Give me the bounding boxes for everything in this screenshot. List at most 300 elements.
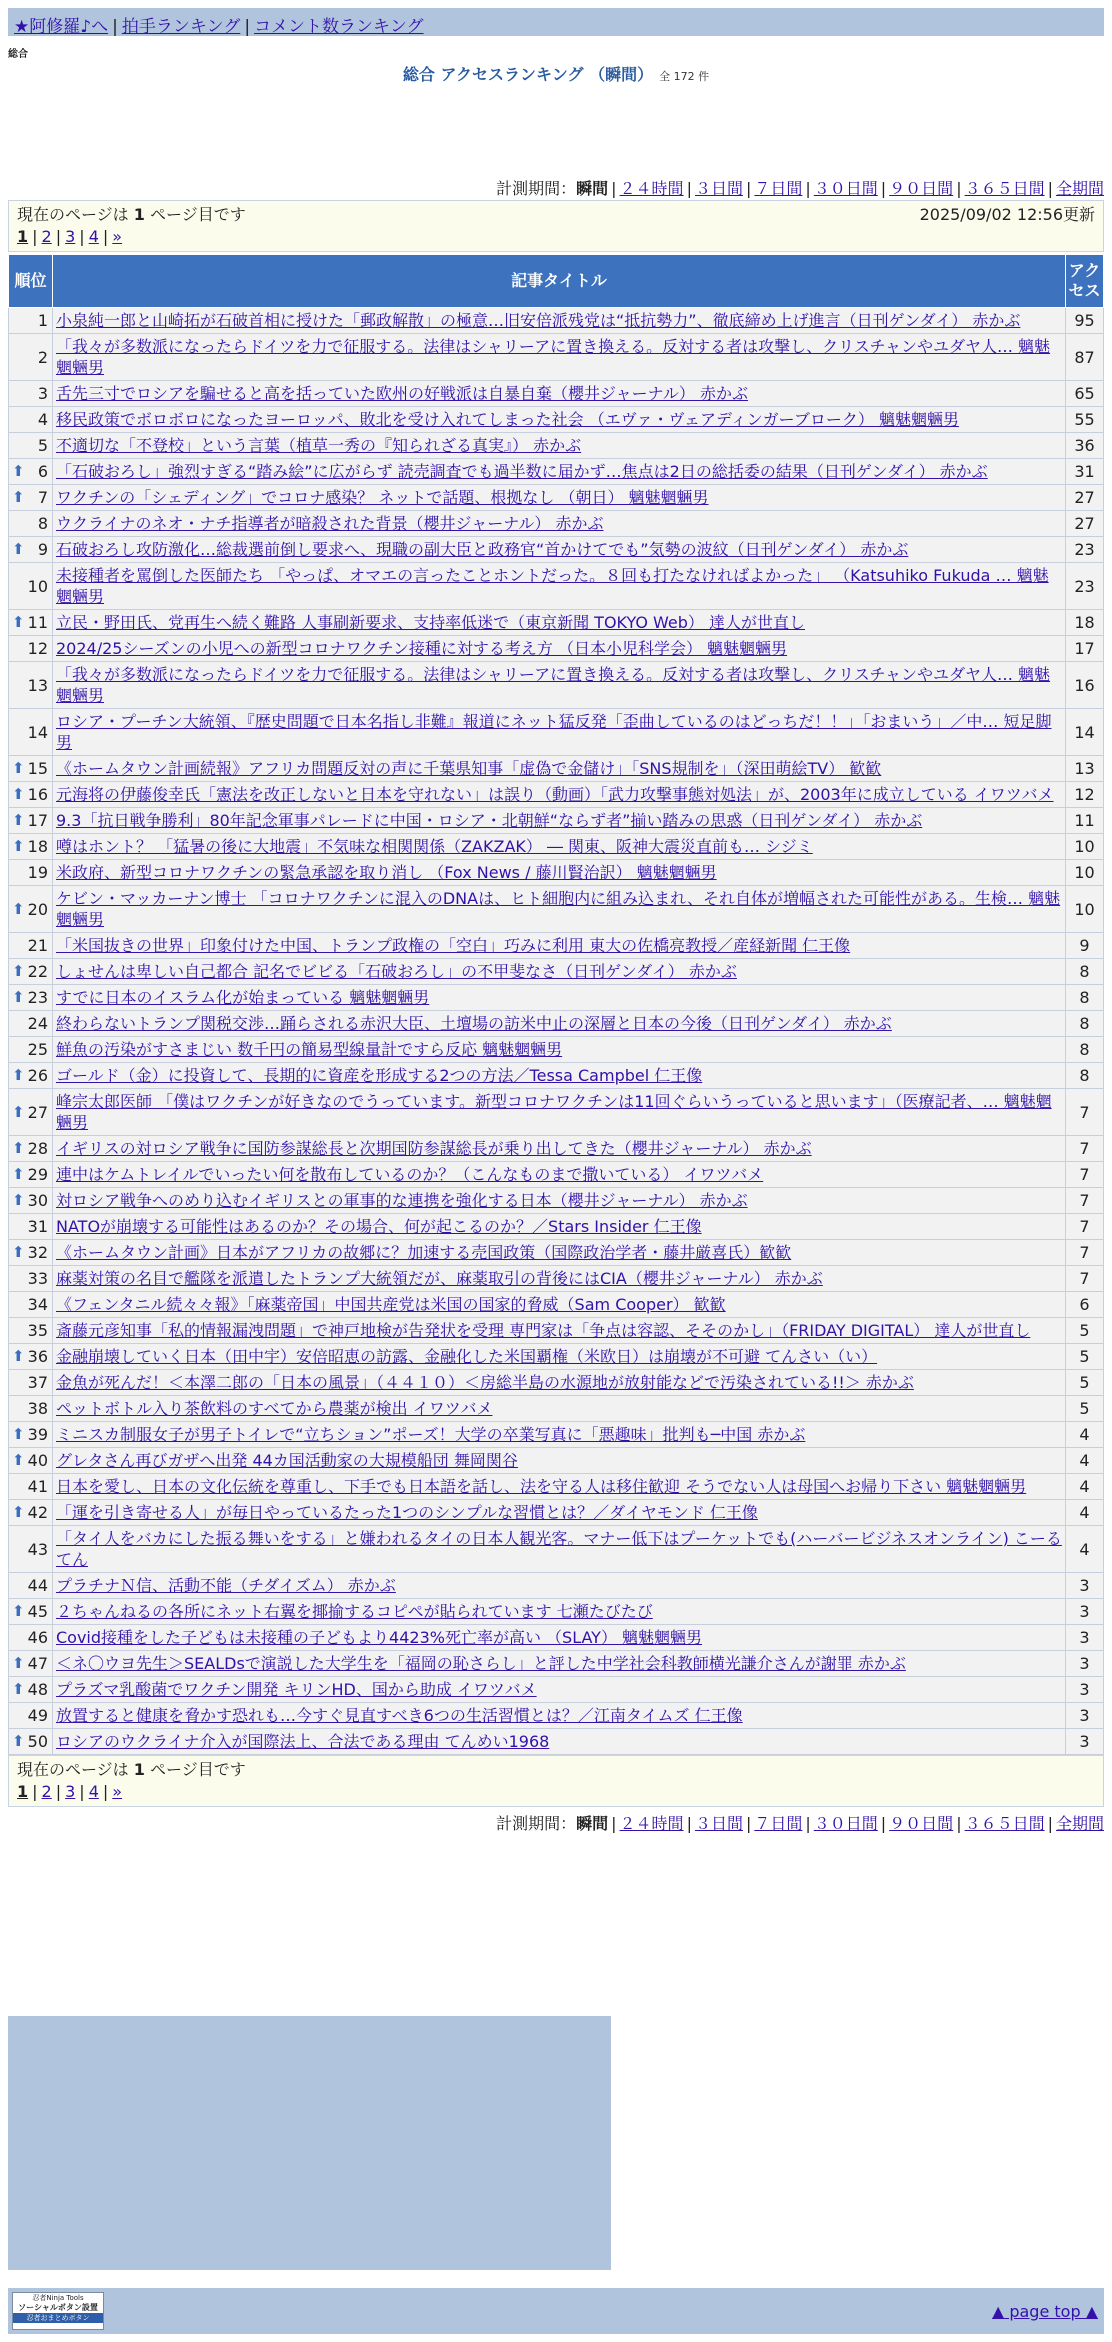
rank-number: 47: [27, 1654, 48, 1673]
access-header: アクセス: [1066, 255, 1104, 308]
page-top-link[interactable]: ▲ page top ▲: [991, 2302, 1098, 2321]
rank-cell: [9, 1677, 53, 1703]
rank-cell: [9, 308, 53, 334]
title-cell: [53, 1526, 1066, 1573]
title-cell: [53, 662, 1066, 709]
rank-cell: [9, 459, 53, 485]
ninja-top-text: 忍者Ninja Tools: [32, 2294, 84, 2302]
period-separator: |: [1047, 179, 1053, 198]
table-row: [9, 1162, 1104, 1188]
article-link[interactable]: 2024/25シーズンの小児への新型コロナワクチン接種に対する考え方 （日本小児科学会） 魑魅魍魎男: [56, 639, 788, 658]
title-cell: [53, 485, 1066, 511]
pager-separator: |: [32, 1782, 38, 1801]
article-link[interactable]: プラチナＮ信、活動不能（チダイズム） 赤かぶ: [56, 1576, 396, 1595]
title-cell: [53, 933, 1066, 959]
table-row: [9, 1651, 1104, 1677]
access-count: 27: [1066, 485, 1104, 511]
article-link[interactable]: 移民政策でボロボロになったヨーロッパ、敗北を受け入れてしまった社会 （エヴァ・ヴェアディンガーブローク） 魑魅魍魎男: [56, 410, 959, 429]
article-link[interactable]: 《ホームタウン計画》日本がアフリカの故郷に？加速する売国政策（国際政治学者・藤井厳喜氏）歓歓: [56, 1243, 792, 1262]
rank-number: 33: [27, 1269, 48, 1288]
rank-cell: [9, 1292, 53, 1318]
rank-number: 42: [27, 1503, 48, 1522]
table-row: [9, 1677, 1104, 1703]
article-link[interactable]: ゴールド（金）に投資して、長期的に資産を形成する2つの方法／Tessa Campbel 仁王像: [56, 1066, 703, 1085]
title-cell: [53, 860, 1066, 886]
title-cell: [53, 1474, 1066, 1500]
rank-cell: [9, 1448, 53, 1474]
rank-cell: [9, 1162, 53, 1188]
rank-cell: [9, 433, 53, 459]
title-cell: [53, 1729, 1066, 1755]
rank-cell: [9, 1344, 53, 1370]
rank-cell: [9, 1573, 53, 1599]
rank-cell: [9, 1188, 53, 1214]
table-row: [9, 537, 1104, 563]
table-row: [9, 1292, 1104, 1318]
rank-cell: [9, 959, 53, 985]
article-link[interactable]: すでに日本のイスラム化が始まっている 魑魅魍魎男: [56, 988, 430, 1007]
rank-number: 13: [27, 675, 48, 695]
rank-up-icon: ⬆: [12, 899, 25, 918]
title-text: 総合 アクセスランキング （瞬間）: [402, 65, 654, 84]
footer: [8, 2288, 1104, 2334]
period-option[interactable]: 全期間: [1055, 1814, 1104, 1833]
rank-number: 18: [27, 837, 48, 856]
table-row: [9, 636, 1104, 662]
rank-number: 26: [27, 1066, 48, 1085]
table-row: [9, 1573, 1104, 1599]
rank-up-icon: ⬆: [12, 1680, 25, 1698]
period-option[interactable]: ３６５日間: [964, 179, 1045, 198]
table-row: [9, 381, 1104, 407]
title-cell: [53, 1651, 1066, 1677]
rank-number: 44: [27, 1576, 48, 1595]
access-count: 10: [1066, 860, 1104, 886]
article-link[interactable]: ウクライナのネオ・ナチ指導者が暗殺された背景（櫻井ジャーナル） 赤かぶ: [56, 514, 604, 533]
rank-cell: [9, 610, 53, 636]
title-header: 記事タイトル: [53, 255, 1066, 308]
access-count: 5: [1066, 1318, 1104, 1344]
article-link[interactable]: 噂はホント？ 「猛暑の後に大地震」不気味な相関関係（ZAKZAK） ― 関東、阪神大震災直前も… シジミ: [56, 837, 813, 856]
article-link[interactable]: 終わらないトランプ関税交渉…踊らされる赤沢大臣、土壇場の訪米中止の深層と日本の今後（日刊ゲンダイ） 赤かぶ: [56, 1014, 892, 1033]
ninja-social-button[interactable]: [12, 2292, 104, 2330]
rank-number: 17: [27, 811, 48, 830]
rank-cell: [9, 1037, 53, 1063]
title-cell: [53, 1599, 1066, 1625]
article-link[interactable]: 不適切な「不登校」という言葉（植草一秀の『知られざる真実』） 赤かぶ: [56, 436, 582, 455]
rank-number: 31: [27, 1217, 48, 1236]
page-status: 現在のページは 1 ページ目です: [17, 1760, 246, 1779]
article-link[interactable]: 米政府、新型コロナワクチンの緊急承認を取り消し （Fox News / 藤川賢治訳） 魑魅魍魎男: [56, 863, 717, 882]
rank-cell: [9, 563, 53, 610]
title-cell: [53, 1188, 1066, 1214]
home-link[interactable]: ★阿修羅♪へ: [14, 17, 109, 37]
updated-time: 2025/09/02 12:56更新: [919, 205, 1095, 224]
table-row: [9, 709, 1104, 756]
title-cell: [53, 985, 1066, 1011]
title-cell: [53, 1240, 1066, 1266]
rank-up-icon: ⬆: [12, 1165, 25, 1183]
period-option[interactable]: 全期間: [1055, 179, 1104, 198]
rank-cell: [9, 1396, 53, 1422]
article-link[interactable]: 連中はケムトレイルでいったい何を散布しているのか？（こんなものまで撒いている） イワツバメ: [56, 1165, 764, 1184]
article-link[interactable]: 「米国抜きの世界」印象付けた中国、トランプ政権の「空白」巧みに利用 東大の佐橋亮教授／産経新聞 仁王像: [56, 936, 851, 955]
article-link[interactable]: 舌先三寸でロシアを騙せると高を括っていた欧州の好戦派は自暴自棄（櫻井ジャーナル） 赤かぶ: [56, 384, 748, 403]
clap-ranking-link[interactable]: 拍手ランキング: [121, 17, 241, 37]
article-link[interactable]: 9.3「抗日戦争勝利」80年記念軍事パレードに中国・ロシア・北朝鮮“ならず者”揃い踏みの思惑（日刊ゲンダイ） 赤かぶ: [56, 811, 923, 830]
pager-page[interactable]: 3: [65, 227, 76, 246]
title-cell: [53, 1011, 1066, 1037]
rank-up-icon: ⬆: [12, 488, 25, 506]
article-link[interactable]: ワクチンの「シェディング」でコロナ感染？ ネットで話題、根拠なし （朝日） 魑魅魍魎男: [56, 488, 709, 507]
article-link[interactable]: 「タイ人をバカにした振る舞いをする」と嫌われるタイの日本人観光客。マナー低下はプーケットでも(ハーバービジネスオンライン) こーるてん: [56, 1529, 1062, 1569]
rank-number: 34: [27, 1295, 48, 1314]
access-count: 7: [1066, 1214, 1104, 1240]
table-row: [9, 1625, 1104, 1651]
rank-cell: [9, 1214, 53, 1240]
access-count: 11: [1066, 808, 1104, 834]
rank-cell: [9, 1266, 53, 1292]
period-label: 計測期間：: [496, 179, 577, 198]
rank-up-icon: ⬆: [12, 1602, 25, 1620]
pager-page[interactable]: 4: [88, 227, 99, 246]
rank-cell: [9, 782, 53, 808]
period-separator: |: [805, 179, 811, 198]
table-row: [9, 1011, 1104, 1037]
table-row: [9, 1240, 1104, 1266]
title-cell: [53, 563, 1066, 610]
period-option: 瞬間: [576, 179, 609, 198]
pager-page[interactable]: 4: [88, 1782, 99, 1801]
access-count: 27: [1066, 511, 1104, 537]
rank-cell: [9, 334, 53, 381]
table-row: [9, 1188, 1104, 1214]
article-link[interactable]: 金融崩壊していく日本（田中宇）安倍昭恵の訪露、金融化した米国覇権（米欧日）は崩壊が不可避 てんさい（い）: [56, 1347, 878, 1366]
rank-cell: [9, 1136, 53, 1162]
rank-cell: [9, 1370, 53, 1396]
article-link[interactable]: 日本を愛し、日本の文化伝統を尊重し、下手でも日本語を話し、法を守る人は移住歓迎 そうでない人は母国へお帰り下さい 魑魅魍魎男: [56, 1477, 1027, 1496]
title-cell: [53, 1089, 1066, 1136]
rank-number: 1: [37, 311, 48, 330]
rank-number: 3: [37, 384, 48, 403]
pager-page[interactable]: 2: [41, 227, 52, 246]
table-row: [9, 1396, 1104, 1422]
table-row: [9, 933, 1104, 959]
access-count: 3: [1066, 1729, 1104, 1755]
article-link[interactable]: ケビン・マッカーナン博士 「コロナワクチンに混入のDNAは、ヒト細胞内に組み込まれ、それ自体が増幅された可能性がある。生検… 魑魅魍魎男: [56, 889, 1061, 929]
title-cell: [53, 1448, 1066, 1474]
rank-number: 46: [27, 1628, 48, 1647]
access-count: 7: [1066, 1240, 1104, 1266]
rank-cell: [9, 636, 53, 662]
pager-separator: |: [55, 1782, 62, 1801]
title-cell: [53, 959, 1066, 985]
period-selector-top: [496, 176, 1104, 199]
rank-up-icon: ⬆: [12, 1451, 25, 1469]
article-link[interactable]: 斎藤元彦知事「私的情報漏洩問題」で神戸地検が告発状を受理 専門家は「争点は容認、そそのかし」（FRIDAY DIGITAL） 達人が世直し: [56, 1321, 1031, 1340]
rank-up-icon: ⬆: [12, 1732, 25, 1750]
rank-number: 25: [27, 1040, 48, 1059]
article-link[interactable]: 「我々が多数派になったらドイツを力で征服する。法律はシャリーアに置き換える。反対する者は攻撃し、クリスチャンやユダヤ人… 魑魅魍魎男: [56, 337, 1051, 377]
rank-number: 24: [27, 1014, 48, 1033]
article-link[interactable]: 峰宗太郎医師 「僕はワクチンが好きなのでうっています。新型コロナワクチンは11回ぐらいうっていると思います」（医療記者、… 魑魅魍魎男: [56, 1092, 1052, 1132]
access-count: 6: [1066, 1292, 1104, 1318]
article-link[interactable]: しょせんは卑しい自己都合 記名でビビる「石破おろし」の不甲斐なさ（日刊ゲンダイ） 赤かぶ: [56, 962, 737, 981]
period-option[interactable]: ９０日間: [889, 1814, 954, 1833]
table-row: [9, 1500, 1104, 1526]
access-count: 3: [1066, 1677, 1104, 1703]
period-option[interactable]: ２４時間: [619, 179, 684, 198]
rank-number: 36: [27, 1347, 48, 1366]
article-link[interactable]: 《ホームタウン計画続報》アフリカ問題反対の声に千葉県知事「虚偽で金儲け」「SNS規制を」（深田萌絵TV） 歓歓: [56, 759, 882, 778]
rank-cell: [9, 1651, 53, 1677]
access-count: 5: [1066, 1344, 1104, 1370]
rank-cell: [9, 834, 53, 860]
table-row: [9, 860, 1104, 886]
rank-cell: [9, 1089, 53, 1136]
table-row: [9, 1729, 1104, 1755]
rank-number: 6: [37, 462, 48, 481]
access-count: 16: [1066, 662, 1104, 709]
article-link[interactable]: グレタさん再びガザへ出発 44カ国活動家の大規模船団 舞岡関谷: [56, 1451, 518, 1470]
pager-next[interactable]: »: [112, 227, 123, 246]
article-link[interactable]: 「我々が多数派になったらドイツを力で征服する。法律はシャリーアに置き換える。反対する者は攻撃し、クリスチャンやユダヤ人… 魑魅魍魎男: [56, 665, 1051, 705]
table-row: [9, 1318, 1104, 1344]
article-link[interactable]: 未接種者を罵倒した医師たち 「やっぱ、オマエの言ったことホントだった。８回も打たなければよかった」 （Katsuhiko Fukuda … 魑魅魍魎男: [56, 566, 1049, 606]
access-count: 4: [1066, 1526, 1104, 1573]
rank-cell: [9, 407, 53, 433]
article-link[interactable]: ペットボトル入り茶飲料のすべてから農薬が検出 イワツバメ: [56, 1399, 493, 1418]
rank-number: 19: [27, 863, 48, 882]
title-cell: [53, 381, 1066, 407]
rank-number: 49: [27, 1706, 48, 1725]
table-row: [9, 407, 1104, 433]
table-row: [9, 756, 1104, 782]
article-link[interactable]: 立民・野田氏、党再生へ続く難路 人事刷新要求、支持率低迷で（東京新聞 TOKYO Web） 達人が世直し: [56, 613, 806, 632]
title-cell: [53, 1037, 1066, 1063]
ad-placeholder: [8, 2016, 611, 2270]
period-label: 計測期間：: [496, 1814, 577, 1833]
article-link[interactable]: 「運を引き寄せる人」が毎日やっているたった1つのシンプルな習慣とは？／ダイヤモンド 仁王像: [56, 1503, 758, 1522]
rank-number: 21: [27, 936, 48, 955]
rank-up-icon: ⬆: [12, 1654, 25, 1672]
article-link[interactable]: 小泉純一郎と山崎拓が石破首相に授けた「郵政解散」の極意…旧安倍派残党は“抵抗勢力”、徹底締め上げ進言（日刊ゲンダイ） 赤かぶ: [56, 311, 1021, 330]
table-row: [9, 511, 1104, 537]
rank-number: 11: [27, 613, 48, 632]
article-link[interactable]: 金魚が死んだ！＜本澤二郎の「日本の風景」（４４１０）＜房総半島の水源地が放射能などで汚染されている!!＞ 赤かぶ: [56, 1373, 914, 1392]
rank-number: 5: [37, 436, 48, 455]
article-link[interactable]: イギリスの対ロシア戦争に国防参謀総長と次期国防参謀総長が乗り出してきた（櫻井ジャーナル） 赤かぶ: [56, 1139, 812, 1158]
table-row: [9, 1526, 1104, 1573]
ninja-mid-text: ソーシャルボタン設置: [18, 2303, 98, 2312]
article-link[interactable]: 元海将の伊藤俊幸氏「憲法を改正しないと日本を守れない」は誤り（動画）「武力攻撃事態対処法」が、2003年に成立している イワツバメ: [56, 785, 1054, 804]
article-link[interactable]: ２ちゃんねるの各所にネット右翼を揶揄するコピペが貼られています 七瀬たびたび: [56, 1602, 653, 1621]
title-cell: [53, 1162, 1066, 1188]
rank-up-icon: ⬆: [12, 1503, 25, 1521]
period-option[interactable]: ７日間: [754, 1814, 803, 1833]
title-cell: [53, 834, 1066, 860]
rank-cell: [9, 709, 53, 756]
period-option[interactable]: ２４時間: [619, 1814, 684, 1833]
period-separator: |: [805, 1814, 811, 1833]
period-option: 瞬間: [576, 1814, 609, 1833]
rank-cell: [9, 985, 53, 1011]
article-link[interactable]: 麻薬対策の名目で艦隊を派遣したトランプ大統領だが、麻薬取引の背後にはCIA（櫻井ジャーナル） 赤かぶ: [56, 1269, 823, 1288]
table-row: [9, 1214, 1104, 1240]
access-count: 8: [1066, 1037, 1104, 1063]
access-count: 3: [1066, 1599, 1104, 1625]
page-status-top: [8, 200, 1104, 252]
access-count: 7: [1066, 1266, 1104, 1292]
article-link[interactable]: ロシアのウクライナ介入が国際法上、合法である理由 てんめい1968: [56, 1732, 550, 1751]
table-row: [9, 459, 1104, 485]
title-cell: [53, 1703, 1066, 1729]
rank-cell: [9, 1011, 53, 1037]
total-count: 全 172 件: [659, 70, 710, 83]
period-separator: |: [1047, 1814, 1053, 1833]
rank-number: 40: [27, 1451, 48, 1470]
title-cell: [53, 433, 1066, 459]
title-cell: [53, 1370, 1066, 1396]
access-count: 13: [1066, 756, 1104, 782]
title-cell: [53, 1344, 1066, 1370]
rank-number: 2: [37, 347, 48, 367]
title-cell: [53, 1500, 1066, 1526]
access-count: 10: [1066, 886, 1104, 933]
pager-separator: |: [79, 227, 85, 246]
rank-number: 29: [27, 1165, 48, 1184]
rank-number: 12: [27, 639, 48, 658]
article-link[interactable]: 対ロシア戦争へのめり込むイギリスとの軍事的な連携を強化する日本（櫻井ジャーナル） 赤かぶ: [56, 1191, 748, 1210]
rank-number: 4: [37, 410, 48, 429]
rank-number: 28: [27, 1139, 48, 1158]
pager-separator: |: [55, 227, 62, 246]
pager-separator: |: [32, 227, 38, 246]
article-link[interactable]: プラズマ乳酸菌でワクチン開発 キリンHD、国から助成 イワツバメ: [56, 1680, 537, 1699]
access-count: 7: [1066, 1136, 1104, 1162]
table-row: [9, 959, 1104, 985]
access-count: 8: [1066, 1011, 1104, 1037]
access-count: 9: [1066, 933, 1104, 959]
title-cell: [53, 709, 1066, 756]
rank-cell: [9, 860, 53, 886]
access-count: 5: [1066, 1370, 1104, 1396]
title-cell: [53, 1266, 1066, 1292]
pager-page[interactable]: 2: [41, 1782, 52, 1801]
access-count: 3: [1066, 1703, 1104, 1729]
rank-up-icon: ⬆: [12, 540, 25, 558]
rank-cell: [9, 1422, 53, 1448]
pager-page[interactable]: 3: [65, 1782, 76, 1801]
period-separator: |: [745, 1814, 752, 1833]
rank-number: 23: [27, 988, 48, 1007]
rank-cell: [9, 1474, 53, 1500]
table-row: [9, 1344, 1104, 1370]
rank-up-icon: ⬆: [12, 1139, 25, 1157]
table-row: [9, 1266, 1104, 1292]
access-count: 36: [1066, 433, 1104, 459]
ranking-table: [8, 254, 1104, 1755]
page-status: 現在のページは 1 ページ目です: [17, 205, 246, 224]
title-cell: [53, 1063, 1066, 1089]
pager-next[interactable]: »: [112, 1782, 123, 1801]
article-link[interactable]: Covid接種をした子どもは未接種の子どもより4423%死亡率が高い （SLAY） 魑魅魍魎男: [56, 1628, 703, 1647]
title-cell: [53, 1136, 1066, 1162]
period-option[interactable]: ３日間: [694, 1814, 743, 1833]
title-cell: [53, 1396, 1066, 1422]
rank-number: 10: [27, 576, 48, 596]
table-row: [9, 334, 1104, 381]
period-option[interactable]: ７日間: [754, 179, 803, 198]
table-row: [9, 1599, 1104, 1625]
article-link[interactable]: NATOが崩壊する可能性はあるのか？その場合、何が起こるのか？／Stars Insider 仁王像: [56, 1217, 702, 1236]
period-option[interactable]: ３０日間: [813, 179, 878, 198]
table-row: [9, 1703, 1104, 1729]
rank-up-icon: ⬆: [12, 837, 25, 855]
rank-up-icon: ⬆: [12, 1425, 25, 1443]
page-status-bottom: [8, 1755, 1104, 1807]
period-option[interactable]: ３０日間: [813, 1814, 878, 1833]
title-cell: [53, 537, 1066, 563]
period-option[interactable]: ９０日間: [889, 179, 954, 198]
rank-number: 32: [27, 1243, 48, 1262]
table-row: [9, 886, 1104, 933]
access-count: 55: [1066, 407, 1104, 433]
article-link[interactable]: ミニスカ制服女子が男子トイレで“立ちション”ポーズ！大学の卒業写真に「悪趣味」批判も─中国 赤かぶ: [56, 1425, 806, 1444]
pager-bottom: [17, 1781, 1095, 1803]
rank-cell: [9, 933, 53, 959]
article-link[interactable]: 鮮魚の汚染がすさまじい 数千円の簡易型線量計ですら反応 魑魅魍魎男: [56, 1040, 563, 1059]
title-cell: [53, 407, 1066, 433]
article-link[interactable]: 《フェンタニル続々々報》「麻薬帝国」中国共産党は米国の国家的脅威（Sam Cooper） 歓歓: [56, 1295, 726, 1314]
rank-cell: [9, 1526, 53, 1573]
title-cell: [53, 808, 1066, 834]
nav-separator: |: [112, 17, 118, 37]
pager-top: [17, 226, 1095, 248]
table-row: [9, 1370, 1104, 1396]
article-link[interactable]: ＜ネ〇ウヨ先生＞SEALDsで演説した大学生を「福岡の恥さらし」と評した中学社会科教師横光謙介さんが謝罪 赤かぶ: [56, 1654, 906, 1673]
period-separator: |: [880, 1814, 887, 1833]
article-link[interactable]: ロシア・プーチン大統領、『歴史問題で日本名指し非難』報道にネット猛反発「歪曲しているのはどっちだ！！」「おまいう」／中… 短足脚男: [56, 712, 1052, 752]
rank-cell: [9, 537, 53, 563]
rank-number: 8: [37, 514, 48, 533]
article-link[interactable]: 「石破おろし」強烈すぎる“踏み絵”に広がらず 読売調査でも過半数に届かず…焦点は2日の総括委の結果（日刊ゲンダイ） 赤かぶ: [56, 462, 988, 481]
article-link[interactable]: 放置すると健康を脅かす恐れも…今すぐ見直すべき6つの生活習慣とは？／江南タイムズ 仁王像: [56, 1706, 743, 1725]
rank-cell: [9, 808, 53, 834]
access-count: 23: [1066, 537, 1104, 563]
period-selector-bottom: [496, 1811, 1104, 1834]
period-option[interactable]: ３日間: [694, 179, 743, 198]
rank-up-icon: ⬆: [12, 759, 25, 777]
period-option[interactable]: ３６５日間: [964, 1814, 1045, 1833]
rank-up-icon: ⬆: [12, 462, 25, 480]
pager-separator: |: [79, 1782, 85, 1801]
rank-cell: [9, 756, 53, 782]
comment-ranking-link[interactable]: コメント数ランキング: [254, 17, 424, 37]
rank-number: 20: [27, 899, 48, 919]
rank-number: 37: [27, 1373, 48, 1392]
period-separator: |: [745, 179, 752, 198]
access-count: 4: [1066, 1448, 1104, 1474]
table-row: [9, 1136, 1104, 1162]
rank-cell: [9, 662, 53, 709]
title-cell: [53, 636, 1066, 662]
rank-up-icon: ⬆: [12, 613, 25, 631]
rank-up-icon: ⬆: [12, 811, 25, 829]
access-count: 7: [1066, 1162, 1104, 1188]
article-link[interactable]: 石破おろし攻防激化…総裁選前倒し要求へ、現職の副大臣と政務官“首かけてでも”気勢の波紋（日刊ゲンダイ） 赤かぶ: [56, 540, 909, 559]
period-separator: |: [611, 1814, 617, 1833]
